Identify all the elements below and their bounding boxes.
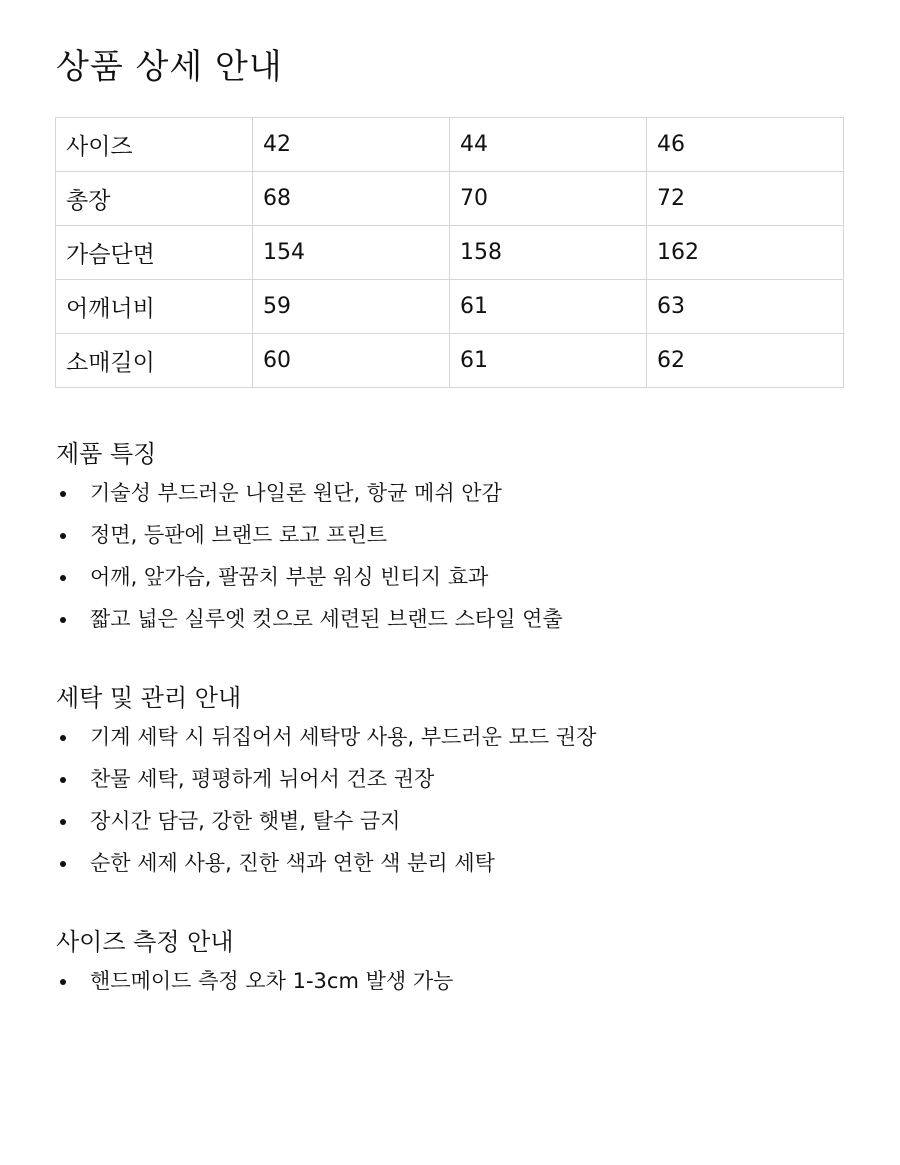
list-item bbox=[56, 804, 846, 846]
list-item bbox=[56, 964, 846, 1006]
list-item bbox=[56, 720, 846, 762]
care-section bbox=[56, 682, 846, 888]
list-item-text: 순한 세제 사용, 진한 색과 연한 색 분리 세탁 bbox=[90, 851, 495, 875]
table-cell: 60 bbox=[253, 334, 450, 388]
row-label: 어깨너비 bbox=[56, 280, 253, 334]
features-section bbox=[56, 438, 846, 644]
list-item-text: 어깨, 앞가슴, 팔꿈치 부분 워싱 빈티지 효과 bbox=[90, 565, 489, 589]
list-item bbox=[56, 762, 846, 804]
table-cell: 154 bbox=[253, 226, 450, 280]
page-title: 상품 상세 안내 bbox=[56, 47, 283, 87]
list-item-text: 기술성 부드러운 나일론 원단, 항균 메쉬 안감 bbox=[90, 481, 502, 505]
table-row bbox=[56, 172, 844, 226]
table-cell: 59 bbox=[253, 280, 450, 334]
bullet-icon bbox=[60, 777, 66, 783]
measurement-list bbox=[56, 964, 846, 1006]
row-label: 총장 bbox=[56, 172, 253, 226]
list-item bbox=[56, 560, 846, 602]
row-label: 사이즈 bbox=[56, 118, 253, 172]
list-item bbox=[56, 602, 846, 644]
list-item bbox=[56, 476, 846, 518]
table-cell: 61 bbox=[450, 334, 647, 388]
bullet-icon bbox=[60, 979, 66, 985]
list-item bbox=[56, 846, 846, 888]
bullet-icon bbox=[60, 533, 66, 539]
table-cell: 63 bbox=[647, 280, 844, 334]
care-heading: 세탁 및 관리 안내 bbox=[56, 684, 242, 712]
list-item-text: 찬물 세탁, 평평하게 뉘어서 건조 권장 bbox=[90, 767, 435, 791]
table-row bbox=[56, 118, 844, 172]
table-cell: 158 bbox=[450, 226, 647, 280]
table-row bbox=[56, 334, 844, 388]
list-item-text: 짧고 넓은 실루엣 컷으로 세련된 브랜드 스타일 연출 bbox=[90, 607, 563, 631]
size-table bbox=[55, 117, 844, 388]
table-row bbox=[56, 280, 844, 334]
features-heading: 제품 특징 bbox=[56, 440, 157, 468]
bullet-icon bbox=[60, 819, 66, 825]
table-cell: 72 bbox=[647, 172, 844, 226]
bullet-icon bbox=[60, 735, 66, 741]
measurement-section bbox=[56, 926, 846, 1006]
features-list bbox=[56, 476, 846, 644]
care-list bbox=[56, 720, 846, 888]
list-item bbox=[56, 518, 846, 560]
list-item-text: 장시간 담금, 강한 햇볕, 탈수 금지 bbox=[90, 809, 401, 833]
row-label: 소매길이 bbox=[56, 334, 253, 388]
table-cell: 44 bbox=[450, 118, 647, 172]
table-cell: 70 bbox=[450, 172, 647, 226]
table-cell: 61 bbox=[450, 280, 647, 334]
bullet-icon bbox=[60, 617, 66, 623]
bullet-icon bbox=[60, 861, 66, 867]
table-cell: 42 bbox=[253, 118, 450, 172]
bullet-icon bbox=[60, 575, 66, 581]
measurement-heading: 사이즈 측정 안내 bbox=[56, 928, 234, 956]
table-cell: 68 bbox=[253, 172, 450, 226]
table-cell: 46 bbox=[647, 118, 844, 172]
list-item-text: 핸드메이드 측정 오차 1-3cm 발생 가능 bbox=[90, 969, 454, 993]
row-label: 가슴단면 bbox=[56, 226, 253, 280]
list-item-text: 정면, 등판에 브랜드 로고 프린트 bbox=[90, 523, 388, 547]
table-cell: 162 bbox=[647, 226, 844, 280]
table-cell: 62 bbox=[647, 334, 844, 388]
bullet-icon bbox=[60, 491, 66, 497]
table-row bbox=[56, 226, 844, 280]
list-item-text: 기계 세탁 시 뒤집어서 세탁망 사용, 부드러운 모드 권장 bbox=[90, 725, 597, 749]
